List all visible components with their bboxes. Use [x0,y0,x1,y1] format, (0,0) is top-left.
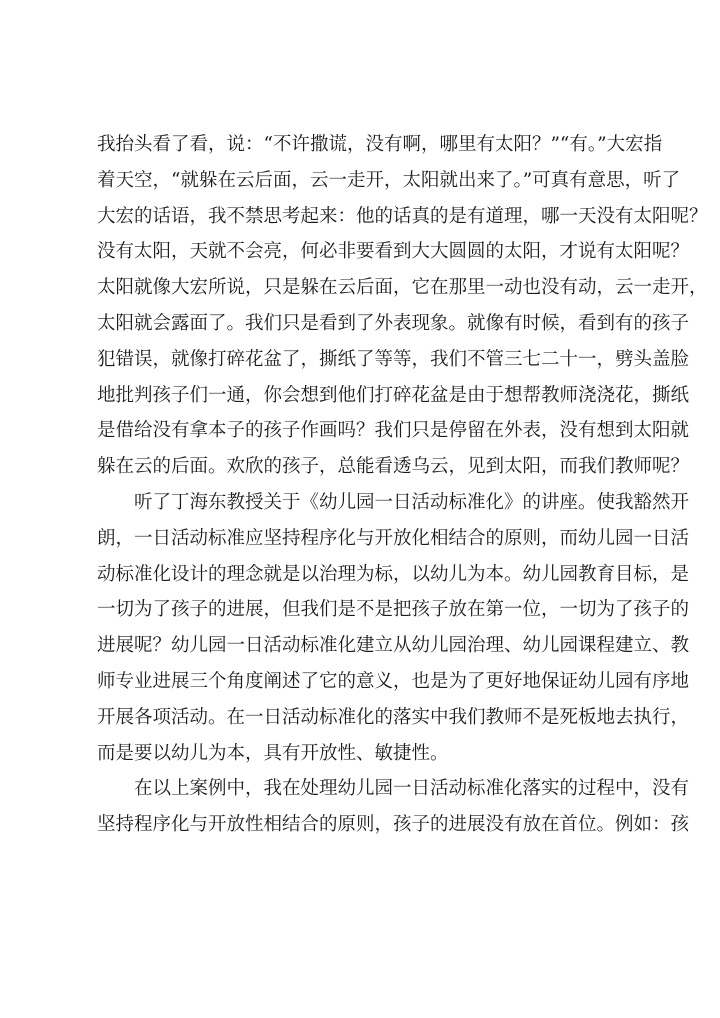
text-line: 听了丁海东教授关于《幼儿园一日活动标准化》的讲座。使我豁然开 [97,491,690,513]
text-line: 躲在云的后面。欢欣的孩子，总能看透乌云，见到太阳，而我们教师呢？ [97,456,690,478]
text-line: 地批判孩子们一通，你会想到他们打碎花盆是由于想帮教师浇浇花，撕纸 [97,384,690,406]
text-line: 太阳就会露面了。我们只是看到了外表现象。就像有时候，看到有的孩子 [97,312,690,334]
text-line: 是借给没有拿本子的孩子作画吗？我们只是停留在外表，没有想到太阳就 [97,420,690,442]
text-line: 犯错误，就像打碎花盆了，撕纸了等等，我们不管三七二十一，劈头盖脸 [97,348,690,370]
text-line: 我抬头看了看，说：“不许撒谎，没有啊，哪里有太阳？”“有。”大宏指 [97,134,663,155]
text-line: 在以上案例中，我在处理幼儿园一日活动标准化落实的过程中，没有 [97,778,690,800]
text-line: 着天空，“就躲在云后面，云一走开，太阳就出来了。”可真有意思，听了 [97,169,681,191]
text-line: 开展各项活动。在一日活动标准化的落实中我们教师不是死板地去执行， [97,706,690,728]
text-line: 一切为了孩子的进展，但我们是不是把孩子放在第一位，一切为了孩子的 [97,599,690,621]
text-line: 师专业进展三个角度阐述了它的意义，也是为了更好地保证幼儿园有序地 [97,670,690,692]
text-line: 进展呢？幼儿园一日活动标准化建立从幼儿园治理、幼儿园课程建立、教 [97,635,690,657]
text-line: 而是要以幼儿为本，具有开放性、敏捷性。 [97,742,449,764]
body-text [97,127,708,843]
text-line: 大宏的话语，我不禁思考起来：他的话真的是有道理，哪一天没有太阳呢？ [97,205,708,227]
text-line: 没有太阳，天就不会亮，何必非要看到大大圆圆的太阳，才说有太阳呢？ [97,241,690,263]
text-line: 太阳就像大宏所说，只是躲在云后面，它在那里一动也没有动，云一走开， [97,277,708,299]
text-line: 动标准化设计的理念就是以治理为标，以幼儿为本。幼儿园教育目标，是 [97,563,690,585]
text-line: 坚持程序化与开放性相结合的原则，孩子的进展没有放在首位。例如：孩 [97,814,690,836]
text-line: 朗，一日活动标准应坚持程序化与开放化相结合的原则，而幼儿园一日活 [97,527,690,549]
